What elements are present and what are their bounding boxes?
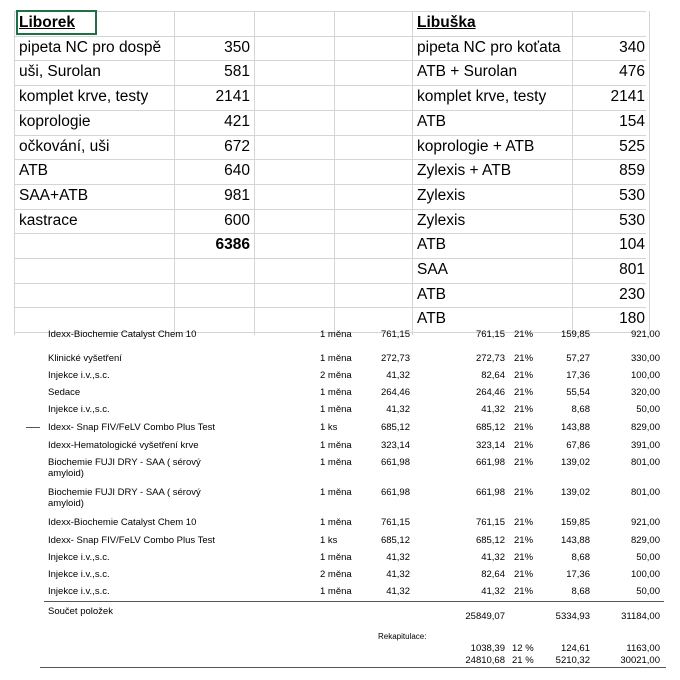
liborek-item-value[interactable]: 2141 <box>215 88 250 105</box>
invoice-item-gross: 829,00 <box>630 535 660 546</box>
invoice-item-vat-amount: 139,02 <box>560 457 590 468</box>
libuska-item-value[interactable]: 801 <box>619 261 645 278</box>
invoice-item-vat-amount: 8,68 <box>571 404 590 415</box>
sum-gross: 31184,00 <box>621 611 660 622</box>
invoice-item-unit-price: 761,15 <box>380 329 410 340</box>
liborek-item-name[interactable]: pipeta NC pro dospě <box>19 39 162 56</box>
invoice-item-vat-amount: 55,54 <box>566 387 590 398</box>
invoice-item-gross: 50,00 <box>636 404 660 415</box>
invoice-item-name-cont: amyloid) <box>48 468 84 479</box>
libuska-item-name[interactable]: SAA <box>417 261 449 278</box>
invoice-item-name: Injekce i.v.,s.c. <box>48 404 110 415</box>
invoice-item-gross: 801,00 <box>630 457 660 468</box>
recap-base: 24810,68 <box>465 655 505 666</box>
sum-vat-amount: 5334,93 <box>555 611 590 622</box>
invoice-item-vat-amount: 143,88 <box>560 422 590 433</box>
invoice-item-name: Idexx- Snap FIV/FeLV Combo Plus Test <box>48 422 216 433</box>
invoice-item-gross: 391,00 <box>630 440 660 451</box>
libuska-item-name[interactable]: komplet krve, testy <box>417 88 547 105</box>
liborek-item-value[interactable]: 421 <box>224 113 250 130</box>
invoice-item-vat-amount: 17,36 <box>566 569 590 580</box>
invoice-item-total: 661,98 <box>475 487 505 498</box>
invoice-item-unit-price: 41,32 <box>386 552 410 563</box>
liborek-item-value[interactable]: 981 <box>224 187 250 204</box>
liborek-total[interactable]: 6386 <box>215 236 250 253</box>
invoice-item-qty: 1 měna <box>320 404 352 415</box>
recap-label: Rekapitulace: <box>378 632 427 641</box>
recap-gross: 30021,00 <box>620 655 660 666</box>
invoice-item-unit-price: 41,32 <box>386 370 410 381</box>
margin-mark <box>26 427 40 428</box>
invoice-item-qty: 1 měna <box>320 329 352 340</box>
libuska-item-name[interactable]: pipeta NC pro koťata <box>417 39 561 56</box>
sum-label: Součet položek <box>48 606 113 617</box>
invoice-item-qty: 1 měna <box>320 387 352 398</box>
invoice-item-name: Injekce i.v.,s.c. <box>48 370 110 381</box>
invoice-item-name: Injekce i.v.,s.c. <box>48 552 110 563</box>
invoice-item-vat-rate: 21% <box>514 422 534 433</box>
invoice-item-vat-rate: 21% <box>514 329 534 340</box>
liborek-item-name[interactable]: uši, Surolan <box>19 63 101 80</box>
invoice-item-vat-amount: 159,85 <box>560 329 590 340</box>
invoice-item-qty: 1 měna <box>320 552 352 563</box>
invoice-item-name: Injekce i.v.,s.c. <box>48 569 110 580</box>
invoice-item-unit-price: 661,98 <box>380 487 410 498</box>
invoice-item-total: 323,14 <box>475 440 505 451</box>
invoice-item-name: Idexx-Biochemie Catalyst Chem 10 <box>48 517 197 528</box>
invoice-item-vat-rate: 21% <box>514 517 534 528</box>
libuska-title[interactable]: Libuška <box>417 14 476 31</box>
invoice-item-name: Idexx-Hematologické vyšetření krve <box>48 440 199 451</box>
invoice-item-unit-price: 41,32 <box>386 404 410 415</box>
recap-rate: 12 % <box>512 643 534 654</box>
invoice-item-qty: 2 měna <box>320 370 352 381</box>
libuska-item-value[interactable]: 530 <box>619 187 645 204</box>
invoice-item-vat-rate: 21% <box>514 404 534 415</box>
invoice-item-qty: 1 měna <box>320 517 352 528</box>
invoice-item-vat-amount: 67,86 <box>566 440 590 451</box>
invoice-item-gross: 921,00 <box>630 329 660 340</box>
invoice-item-total: 761,15 <box>475 517 505 528</box>
invoice-item-qty: 1 měna <box>320 586 352 597</box>
recap-divider <box>40 667 666 668</box>
invoice-item-total: 41,32 <box>481 552 505 563</box>
libuska-item-name[interactable]: koprologie + ATB <box>417 138 535 155</box>
libuska-item-name[interactable]: ATB <box>417 113 446 130</box>
invoice-item-name: Biochemie FUJI DRY - SAA ( sérový <box>48 457 201 468</box>
invoice-item-qty: 1 ks <box>320 535 338 546</box>
libuska-item-name[interactable]: ATB + Surolan <box>417 63 518 80</box>
libuska-item-value[interactable]: 525 <box>619 138 645 155</box>
invoice-item-qty: 1 ks <box>320 422 338 433</box>
invoice-item-total: 41,32 <box>481 586 505 597</box>
invoice-item-name-cont: amyloid) <box>48 498 84 509</box>
recap-gross: 1163,00 <box>626 643 660 654</box>
recap-base: 1038,39 <box>470 643 505 654</box>
libuska-item-value[interactable]: 230 <box>619 286 645 303</box>
invoice-item-gross: 801,00 <box>630 487 660 498</box>
invoice-item-total: 82,64 <box>481 370 505 381</box>
libuska-item-name[interactable]: Zylexis + ATB <box>417 162 512 179</box>
invoice-item-name: Idexx- Snap FIV/FeLV Combo Plus Test <box>48 535 216 546</box>
invoice-item-name: Injekce i.v.,s.c. <box>48 586 110 597</box>
invoice-item-unit-price: 685,12 <box>380 535 410 546</box>
invoice-scan <box>0 329 680 680</box>
liborek-item-name[interactable]: SAA+ATB <box>19 187 89 204</box>
sum-total: 25849,07 <box>465 611 505 622</box>
liborek-item-value[interactable]: 672 <box>224 138 250 155</box>
invoice-item-name: Biochemie FUJI DRY - SAA ( sérový <box>48 487 201 498</box>
invoice-item-vat-amount: 139,02 <box>560 487 590 498</box>
invoice-item-vat-amount: 8,68 <box>571 586 590 597</box>
invoice-item-gross: 50,00 <box>636 586 660 597</box>
recap-vat: 124,61 <box>560 643 590 654</box>
libuska-item-value[interactable]: 154 <box>619 113 645 130</box>
invoice-item-unit-price: 41,32 <box>386 586 410 597</box>
invoice-item-total: 685,12 <box>475 422 505 433</box>
invoice-item-gross: 100,00 <box>630 569 660 580</box>
invoice-item-name: Sedace <box>48 387 81 398</box>
liborek-item-value[interactable]: 350 <box>224 39 250 56</box>
sum-divider <box>44 601 664 602</box>
liborek-item-value[interactable]: 640 <box>224 162 250 179</box>
invoice-item-unit-price: 264,46 <box>380 387 410 398</box>
invoice-item-vat-rate: 21% <box>514 569 534 580</box>
invoice-item-gross: 320,00 <box>630 387 660 398</box>
libuska-item-value[interactable]: 104 <box>619 236 645 253</box>
libuska-item-name[interactable]: ATB <box>417 310 446 327</box>
libuska-item-value[interactable]: 476 <box>619 63 645 80</box>
invoice-item-vat-rate: 21% <box>514 487 534 498</box>
grid-column-line <box>649 11 650 335</box>
invoice-item-unit-price: 323,14 <box>380 440 410 451</box>
invoice-item-total: 41,32 <box>481 404 505 415</box>
invoice-cutoff-row <box>0 329 680 342</box>
invoice-item-unit-price: 685,12 <box>380 422 410 433</box>
invoice-item-vat-amount: 57,27 <box>566 353 590 364</box>
libuska-item-value[interactable]: 530 <box>619 212 645 229</box>
invoice-item-unit-price: 272,73 <box>380 353 410 364</box>
liborek-item-name[interactable]: ATB <box>19 162 48 179</box>
invoice-item-gross: 829,00 <box>630 422 660 433</box>
libuska-item-value[interactable]: 340 <box>619 39 645 56</box>
invoice-item-vat-amount: 143,88 <box>560 535 590 546</box>
invoice-item-gross: 50,00 <box>636 552 660 563</box>
invoice-item-vat-amount: 159,85 <box>560 517 590 528</box>
invoice-item-qty: 1 měna <box>320 440 352 451</box>
invoice-item-gross: 100,00 <box>630 370 660 381</box>
invoice-item-name: Klinické vyšetření <box>48 353 122 364</box>
invoice-item-unit-price: 661,98 <box>380 457 410 468</box>
recap-vat: 5210,32 <box>555 655 590 666</box>
invoice-item-gross: 921,00 <box>630 517 660 528</box>
invoice-item-qty: 1 měna <box>320 353 352 364</box>
invoice-item-total: 272,73 <box>475 353 505 364</box>
invoice-item-vat-rate: 21% <box>514 440 534 451</box>
invoice-item-gross: 330,00 <box>630 353 660 364</box>
invoice-item-vat-rate: 21% <box>514 457 534 468</box>
invoice-item-total: 685,12 <box>475 535 505 546</box>
liborek-item-value[interactable]: 581 <box>224 63 250 80</box>
libuska-item-value[interactable]: 2141 <box>610 88 645 105</box>
liborek-title[interactable]: Liborek <box>19 14 75 31</box>
active-cell-selection <box>16 10 97 35</box>
liborek-item-name[interactable]: komplet krve, testy <box>19 88 149 105</box>
invoice-item-total: 264,46 <box>475 387 505 398</box>
libuska-item-value[interactable]: 180 <box>619 310 645 327</box>
libuska-item-value[interactable]: 859 <box>619 162 645 179</box>
invoice-item-vat-amount: 8,68 <box>571 552 590 563</box>
invoice-item-vat-rate: 21% <box>514 387 534 398</box>
invoice-item-vat-rate: 21% <box>514 353 534 364</box>
invoice-item-unit-price: 761,15 <box>380 517 410 528</box>
liborek-item-name[interactable]: koprologie <box>19 113 91 130</box>
invoice-item-vat-rate: 21% <box>514 586 534 597</box>
invoice-item-qty: 1 měna <box>320 457 352 468</box>
invoice-item-total: 661,98 <box>475 457 505 468</box>
invoice-item-vat-rate: 21% <box>514 370 534 381</box>
invoice-item-vat-rate: 21% <box>514 535 534 546</box>
invoice-item-qty: 2 měna <box>320 569 352 580</box>
invoice-item-total: 82,64 <box>481 569 505 580</box>
invoice-item-total: 761,15 <box>475 329 505 340</box>
libuska-item-name[interactable]: Zylexis <box>417 187 466 204</box>
liborek-item-name[interactable]: kastrace <box>19 212 78 229</box>
recap-rate: 21 % <box>512 655 534 666</box>
invoice-item-qty: 1 měna <box>320 487 352 498</box>
libuska-item-name[interactable]: ATB <box>417 236 446 253</box>
liborek-item-name[interactable]: očkování, uši <box>19 138 110 155</box>
libuska-item-name[interactable]: Zylexis <box>417 212 466 229</box>
invoice-item-name: Idexx-Biochemie Catalyst Chem 10 <box>48 329 197 340</box>
libuska-item-name[interactable]: ATB <box>417 286 446 303</box>
spreadsheet <box>14 11 646 335</box>
invoice-item-vat-rate: 21% <box>514 552 534 563</box>
liborek-item-value[interactable]: 600 <box>224 212 250 229</box>
invoice-item-vat-amount: 17,36 <box>566 370 590 381</box>
invoice-item-unit-price: 41,32 <box>386 569 410 580</box>
